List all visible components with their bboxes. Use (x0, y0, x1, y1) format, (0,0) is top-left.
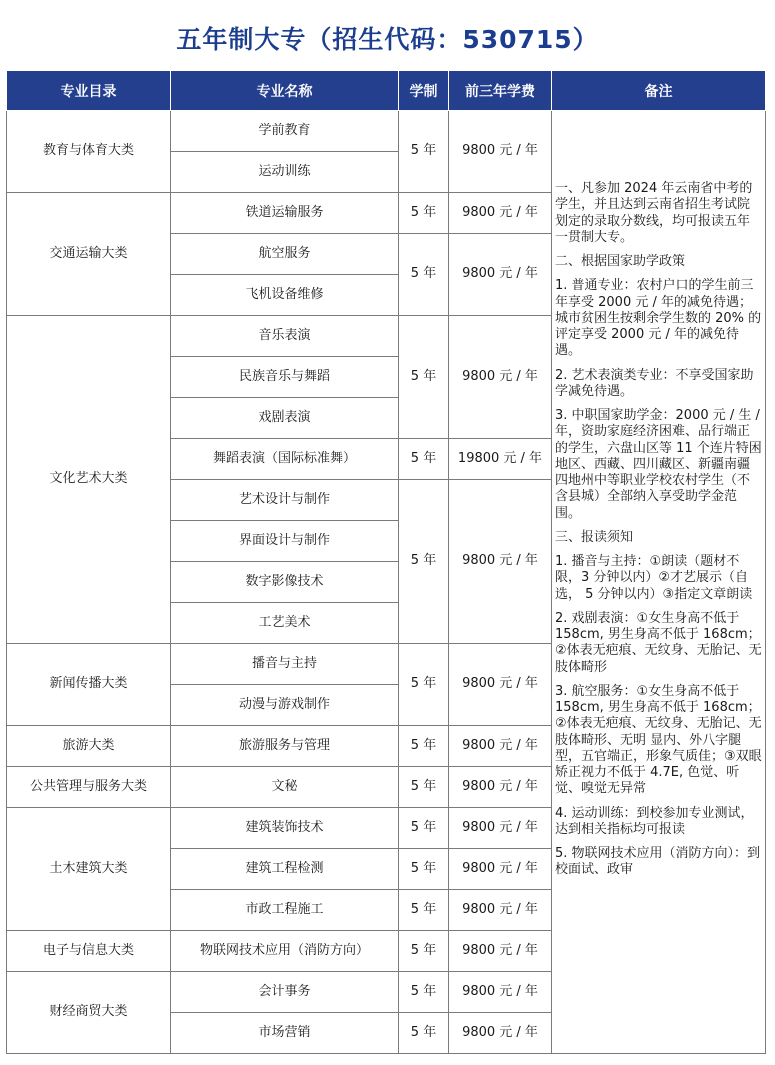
duration-cell: 5 年 (399, 972, 449, 1013)
fee-cell: 9800 元 / 年 (449, 480, 552, 644)
fee-cell: 9800 元 / 年 (449, 111, 552, 193)
duration-cell: 5 年 (399, 234, 449, 316)
fee-cell: 19800 元 / 年 (449, 439, 552, 480)
duration-cell: 5 年 (399, 439, 449, 480)
category-cell: 公共管理与服务大类 (7, 767, 171, 808)
category-cell: 旅游大类 (7, 726, 171, 767)
notes-cell (552, 111, 766, 1054)
note-paragraph: 1. 播音与主持：①朗读（题材不限，3 分钟以内）②才艺展示（自选， 5 分钟以内）③指定文章朗读 (555, 554, 753, 602)
page-title: 五年制大专（招生代码：530715） (176, 25, 599, 54)
fee-cell: 9800 元 / 年 (449, 193, 552, 234)
fee-cell: 9800 元 / 年 (449, 808, 552, 849)
category-cell: 电子与信息大类 (7, 931, 171, 972)
note-paragraph: 3. 中职国家助学金：2000 元 / 生 / 年，资助家庭经济困难、品行端正的学生，六盘山区等 11 个连片特困地区、西藏、四川藏区、新疆南疆四地州中等职业学校农村学生（不含县城）全部纳入享受助学金范围。 (555, 408, 762, 521)
fee-cell: 9800 元 / 年 (449, 767, 552, 808)
duration-cell: 5 年 (399, 644, 449, 726)
duration-cell: 5 年 (399, 1013, 449, 1054)
major-cell: 旅游服务与管理 (171, 726, 399, 767)
major-cell: 音乐表演 (171, 316, 399, 357)
category-cell: 文化艺术大类 (7, 316, 171, 644)
header-fee: 前三年学费 (449, 71, 552, 111)
header-notes: 备注 (552, 71, 766, 111)
fee-cell: 9800 元 / 年 (449, 316, 552, 439)
major-cell: 学前教育 (171, 111, 399, 152)
major-cell: 舞蹈表演（国际标准舞） (171, 439, 399, 480)
duration-cell: 5 年 (399, 726, 449, 767)
header-category: 专业目录 (7, 71, 171, 111)
note-paragraph: 1. 普通专业：农村户口的学生前三年享受 2000 元 / 年的减免待遇；城市贫困生按剩余学生数的 20% 的 评定享受 2000 元 / 年的减免待遇。 (555, 278, 762, 359)
fee-cell: 9800 元 / 年 (449, 644, 552, 726)
fee-cell: 9800 元 / 年 (449, 972, 552, 1013)
duration-cell: 5 年 (399, 931, 449, 972)
note-paragraph: 3. 航空服务：①女生身高不低于 158cm, 男生身高不低于 168cm；②体表无疤痕、无纹身、无胎记、无肢体畸形、无明 显内、外八字腿型，五官端正，形象气质佳；③双眼矫正视力不低于 4.7E, 色觉、听觉、嗅觉无异常 (555, 683, 762, 797)
note-paragraph: 2. 戏剧表演：①女生身高不低于 158cm, 男生身高不低于 168cm；②体表无疤痕、无纹身、无胎记、无肢体畸形 (555, 610, 762, 675)
fee-cell: 9800 元 / 年 (449, 890, 552, 931)
major-cell: 建筑装饰技术 (171, 808, 399, 849)
fee-cell: 9800 元 / 年 (449, 849, 552, 890)
category-cell: 财经商贸大类 (7, 972, 171, 1054)
major-cell: 艺术设计与制作 (171, 480, 399, 521)
category-cell: 新闻传播大类 (7, 644, 171, 726)
duration-cell: 5 年 (399, 808, 449, 849)
category-cell: 教育与体育大类 (7, 111, 171, 193)
major-cell: 航空服务 (171, 234, 399, 275)
note-paragraph: 三、报读须知 (555, 529, 634, 545)
major-cell: 市场营销 (171, 1013, 399, 1054)
fee-cell: 9800 元 / 年 (449, 931, 552, 972)
duration-cell: 5 年 (399, 849, 449, 890)
major-cell: 数字影像技术 (171, 562, 399, 603)
fee-cell: 9800 元 / 年 (449, 1013, 552, 1054)
major-cell: 飞机设备维修 (171, 275, 399, 316)
note-paragraph: 2. 艺术表演类专业：不享受国家助学减免待遇。 (555, 367, 754, 399)
major-cell: 铁道运输服务 (171, 193, 399, 234)
major-cell: 运动训练 (171, 152, 399, 193)
major-cell: 工艺美术 (171, 603, 399, 644)
note-paragraph: 二、根据国家助学政策 (555, 254, 686, 269)
note-paragraph: 4. 运动训练：到校参加专业测试，达到相关指标均可报读 (555, 805, 754, 837)
category-cell: 土木建筑大类 (7, 808, 171, 931)
major-cell: 市政工程施工 (171, 890, 399, 931)
major-cell: 动漫与游戏制作 (171, 685, 399, 726)
header-duration: 学制 (399, 71, 449, 111)
fee-cell: 9800 元 / 年 (449, 726, 552, 767)
major-cell: 戏剧表演 (171, 398, 399, 439)
fee-cell: 9800 元 / 年 (449, 234, 552, 316)
duration-cell: 5 年 (399, 767, 449, 808)
header-row (7, 71, 766, 111)
major-cell: 会计事务 (171, 972, 399, 1013)
duration-cell: 5 年 (399, 193, 449, 234)
duration-cell: 5 年 (399, 316, 449, 439)
header-major: 专业名称 (171, 71, 399, 111)
enrollment-table (6, 70, 766, 1054)
major-cell: 建筑工程检测 (171, 849, 399, 890)
major-cell: 物联网技术应用（消防方向） (171, 931, 399, 972)
note-paragraph: 5. 物联网技术应用（消防方向）：到校面试、政审 (555, 846, 761, 878)
table-row (7, 111, 766, 152)
note-paragraph: 一、凡参加 2024 年云南省中考的学生，并且达到云南省招生考试院划定的录取分数线，均可报读五年一贯制大专。 (555, 181, 753, 245)
major-cell: 播音与主持 (171, 644, 399, 685)
major-cell: 民族音乐与舞蹈 (171, 357, 399, 398)
major-cell: 文秘 (171, 767, 399, 808)
duration-cell: 5 年 (399, 111, 449, 193)
duration-cell: 5 年 (399, 480, 449, 644)
major-cell: 界面设计与制作 (171, 521, 399, 562)
category-cell: 交通运输大类 (7, 193, 171, 316)
duration-cell: 5 年 (399, 890, 449, 931)
